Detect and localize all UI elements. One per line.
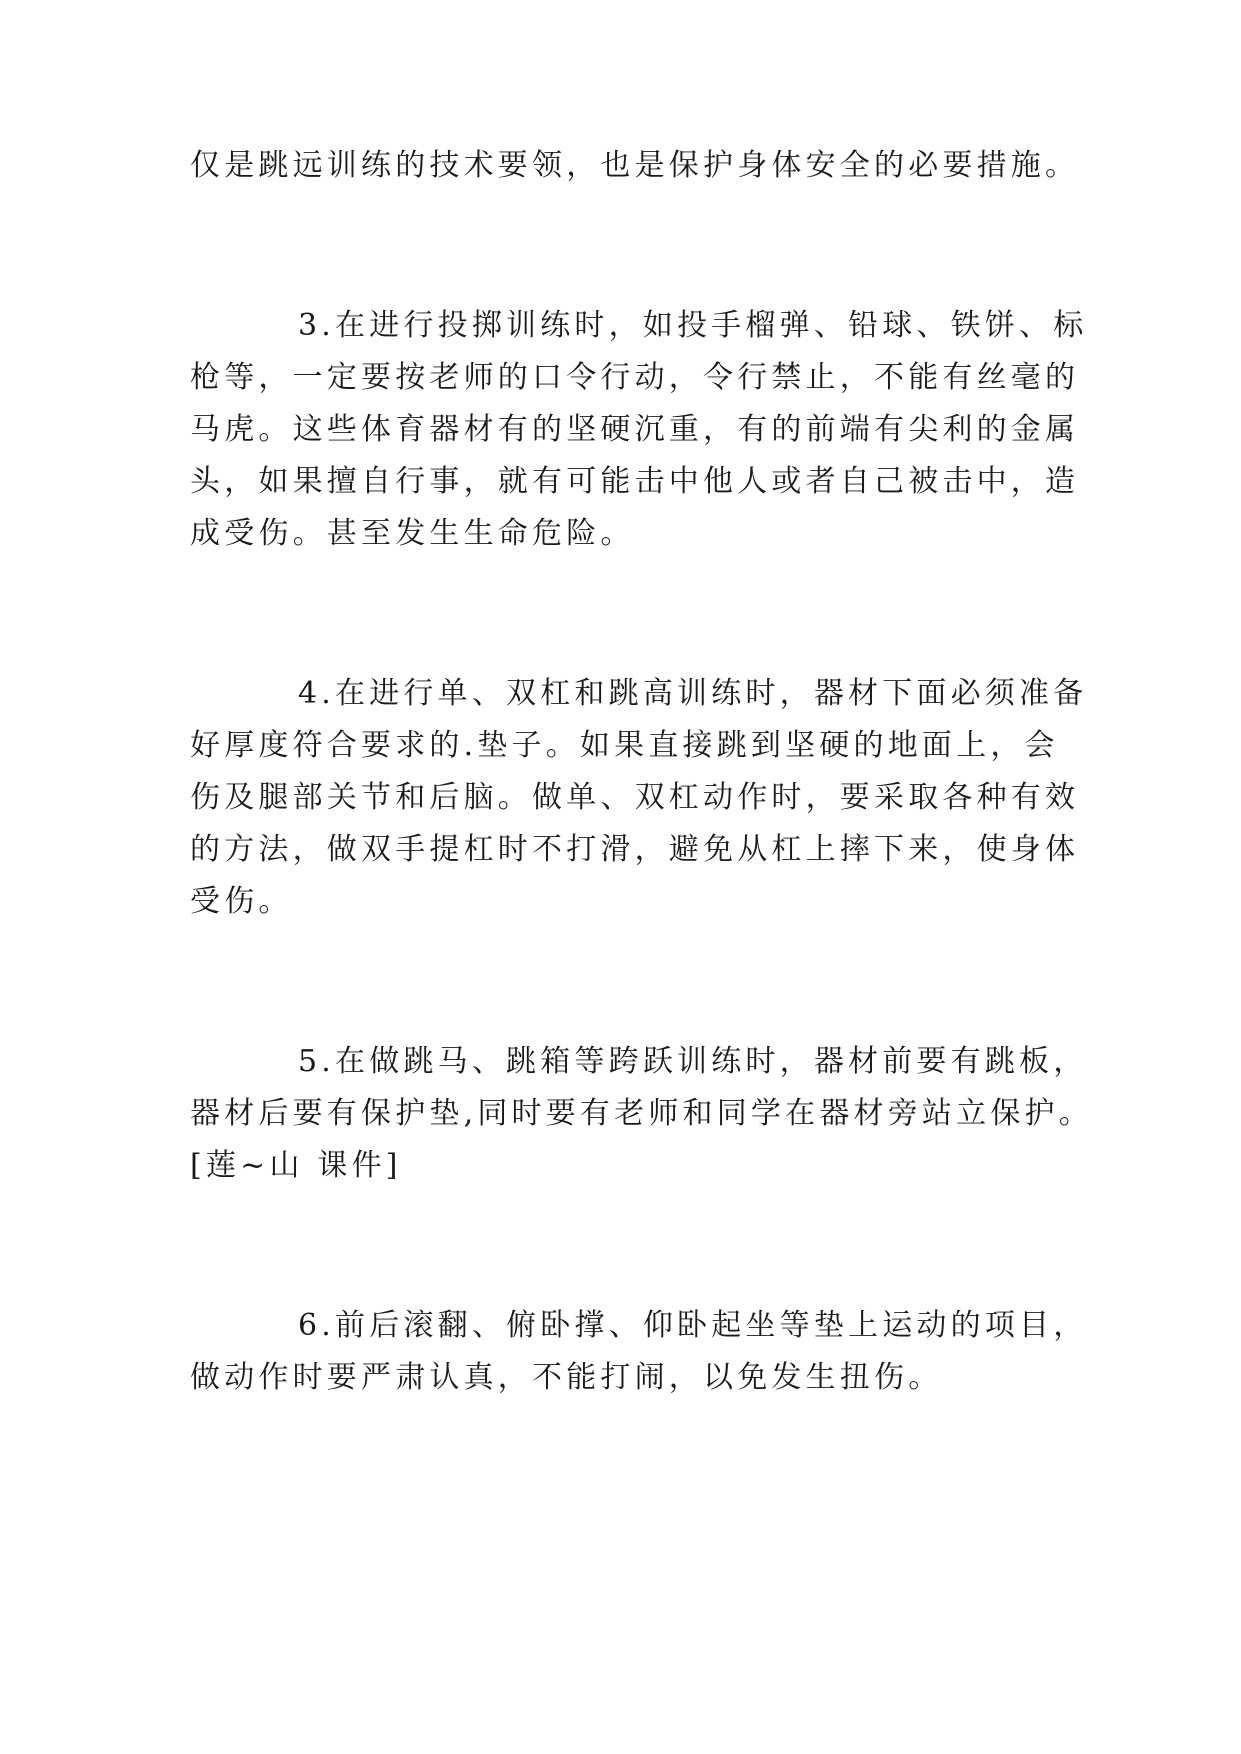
paragraph-item-5-line-1: 5.在做跳马、跳箱等跨跃训练时，器材前要有跳板，	[298, 1044, 1088, 1079]
paragraph-item-4-line-2: 好厚度符合要求的.垫子。如果直接跳到坚硬的地面上，会	[190, 728, 1059, 763]
paragraph-item-4-line-1: 4.在进行单、双杠和跳高训练时，器材下面必须准备	[298, 676, 1088, 711]
paragraph-item-3-line-4: 头，如果擅自行事，就有可能击中他人或者自己被击中，造	[190, 464, 1080, 499]
paragraph-item-5-line-2: 器材后要有保护垫,同时要有老师和同学在器材旁站立保护。	[190, 1096, 1093, 1131]
paragraph-item-3-line-1: 3.在进行投掷训练时，如投手榴弹、铅球、铁饼、标	[298, 308, 1088, 343]
paragraph-item-4-line-5: 受伤。	[190, 884, 293, 919]
paragraph-item-3-line-2: 枪等，一定要按老师的口令行动，令行禁止，不能有丝毫的	[190, 360, 1080, 395]
paragraph-continuation-line-1: 仅是跳远训练的技术要领，也是保护身体安全的必要措施。	[190, 148, 1080, 183]
paragraph-item-6-line-1: 6.前后滚翻、俯卧撑、仰卧起坐等垫上运动的项目，	[298, 1308, 1088, 1343]
paragraph-item-3-line-5: 成受伤。甚至发生生命危险。	[190, 516, 635, 551]
paragraph-item-6-line-2: 做动作时要严肃认真，不能打闹，以免发生扭伤。	[190, 1360, 943, 1395]
paragraph-item-5-line-3: [莲~山 课件]	[190, 1148, 402, 1183]
paragraph-item-3-line-3: 马虎。这些体育器材有的坚硬沉重，有的前端有尖利的金属	[190, 412, 1080, 447]
paragraph-item-4-line-3: 伤及腿部关节和后脑。做单、双杠动作时，要采取各种有效	[190, 780, 1080, 815]
paragraph-item-4-line-4: 的方法，做双手提杠时不打滑，避免从杠上摔下来，使身体	[190, 832, 1080, 867]
